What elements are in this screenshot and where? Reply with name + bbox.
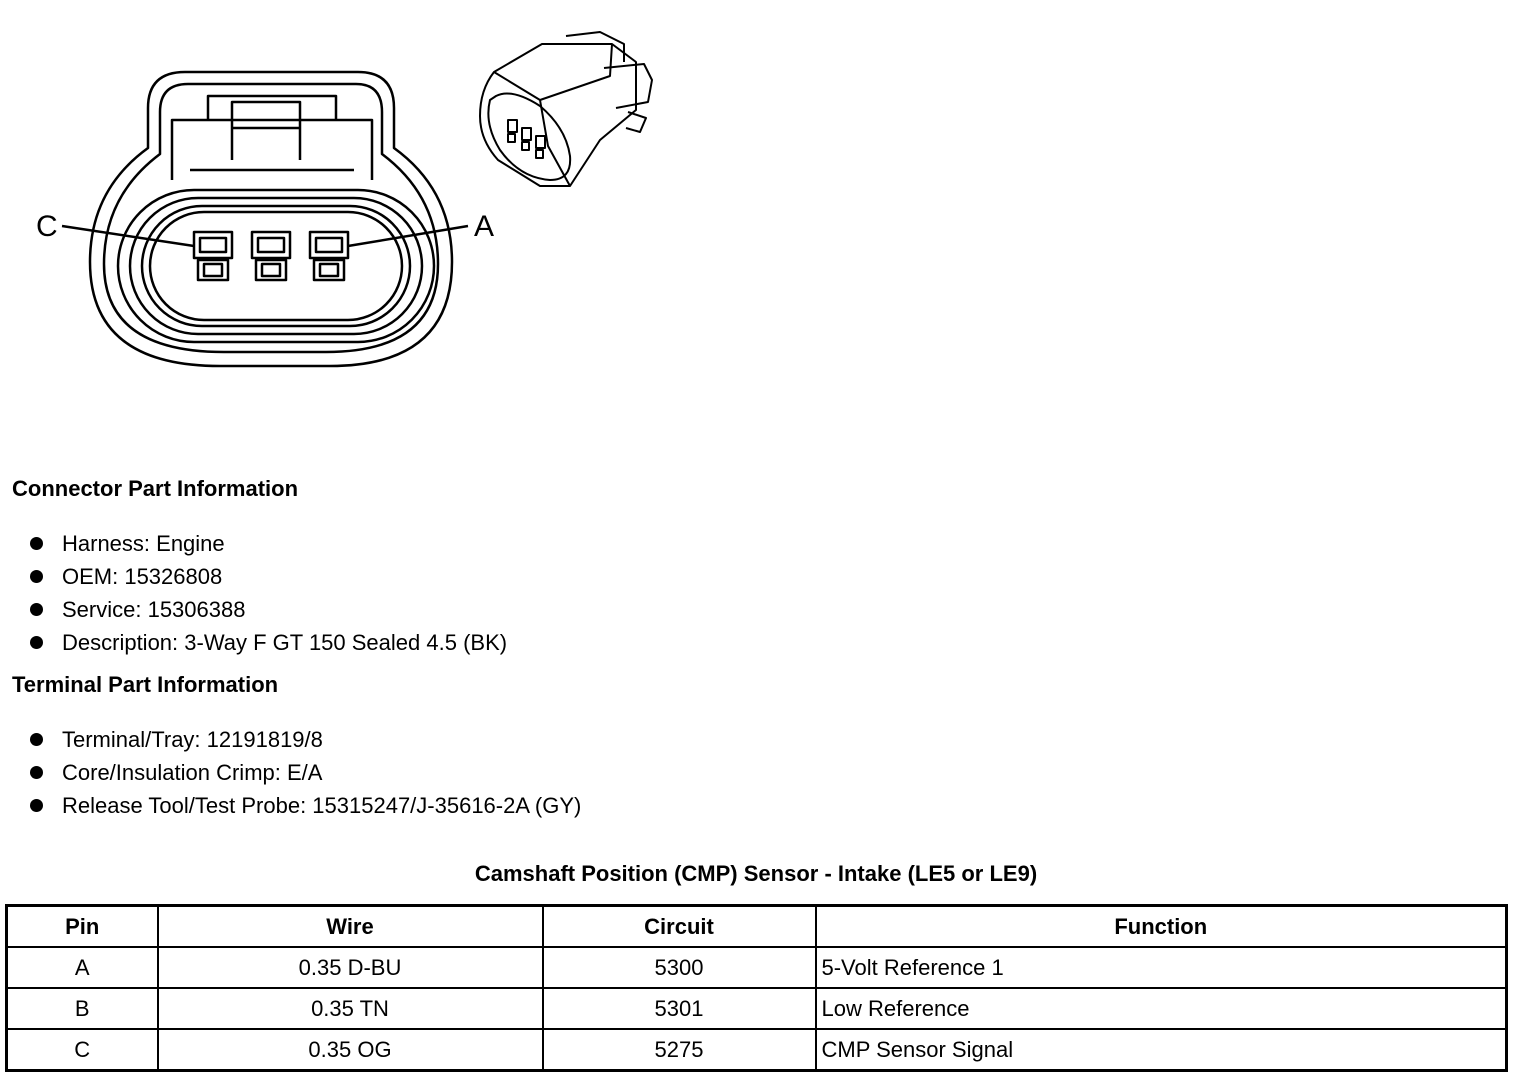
terminal-part-info-list <box>28 723 581 822</box>
terminal-part-info-heading: Terminal Part Information <box>12 672 279 697</box>
connector-face-ring-4 <box>150 212 402 320</box>
header-wire: Wire <box>158 906 543 948</box>
list-item <box>28 723 581 756</box>
connector-latch-slot <box>232 102 300 160</box>
cell-wire: 0.35 D-BU <box>158 947 543 988</box>
header-circuit: Circuit <box>543 906 816 948</box>
table-row <box>7 1029 1507 1071</box>
table-title: Camshaft Position (CMP) Sensor - Intake (LE5 or LE9) <box>474 861 1038 886</box>
list-item <box>28 756 581 789</box>
bullet-icon <box>30 636 43 649</box>
list-item-text: OEM: 15326808 <box>62 564 223 589</box>
list-item-text: Release Tool/Test Probe: 15315247/J-35616-2A (GY) <box>62 793 582 818</box>
table-row <box>7 988 1507 1029</box>
pin-label-a: A <box>474 210 495 243</box>
header-function: Function <box>816 906 1507 948</box>
bullet-icon <box>30 570 43 583</box>
list-item <box>28 560 507 593</box>
list-item <box>28 789 581 822</box>
list-item-text: Description: 3-Way F GT 150 Sealed 4.5 (BK) <box>62 630 508 655</box>
list-item-text: Service: 15306388 <box>62 597 246 622</box>
bullet-icon <box>30 603 43 616</box>
cavity-b <box>252 232 290 280</box>
cell-wire: 0.35 OG <box>158 1029 543 1071</box>
connector-face-ring-2 <box>130 198 422 334</box>
cell-function: CMP Sensor Signal <box>816 1029 1507 1071</box>
bullet-icon <box>30 733 43 746</box>
list-item-text: Core/Insulation Crimp: E/A <box>62 760 323 785</box>
bullet-icon <box>30 766 43 779</box>
cell-function: 5-Volt Reference 1 <box>816 947 1507 988</box>
cell-pin: A <box>7 947 158 988</box>
connector-diagram <box>0 0 700 400</box>
header-pin: Pin <box>7 906 158 948</box>
connector-latch-tab <box>208 96 336 120</box>
connector-thumbnail <box>480 32 652 186</box>
bullet-icon <box>30 799 43 812</box>
connector-face-ring-3 <box>142 206 410 326</box>
cell-wire: 0.35 TN <box>158 988 543 1029</box>
table-row <box>7 947 1507 988</box>
list-item-text: Harness: Engine <box>62 531 225 556</box>
connector-part-info-list <box>28 527 507 659</box>
cell-function: Low Reference <box>816 988 1507 1029</box>
list-item <box>28 593 507 626</box>
cell-pin: B <box>7 988 158 1029</box>
cell-circuit: 5300 <box>543 947 816 988</box>
list-item <box>28 626 507 659</box>
cell-circuit: 5301 <box>543 988 816 1029</box>
table-header-row <box>7 906 1507 948</box>
pin-table <box>5 904 1508 1072</box>
pin-label-c: C <box>36 210 58 243</box>
cell-pin: C <box>7 1029 158 1071</box>
cavity-a <box>310 232 348 280</box>
list-item <box>28 527 507 560</box>
bullet-icon <box>30 537 43 550</box>
cavity-c <box>194 232 232 280</box>
cell-circuit: 5275 <box>543 1029 816 1071</box>
list-item-text: Terminal/Tray: 12191819/8 <box>62 727 323 752</box>
connector-part-info-heading: Connector Part Information <box>12 476 299 501</box>
